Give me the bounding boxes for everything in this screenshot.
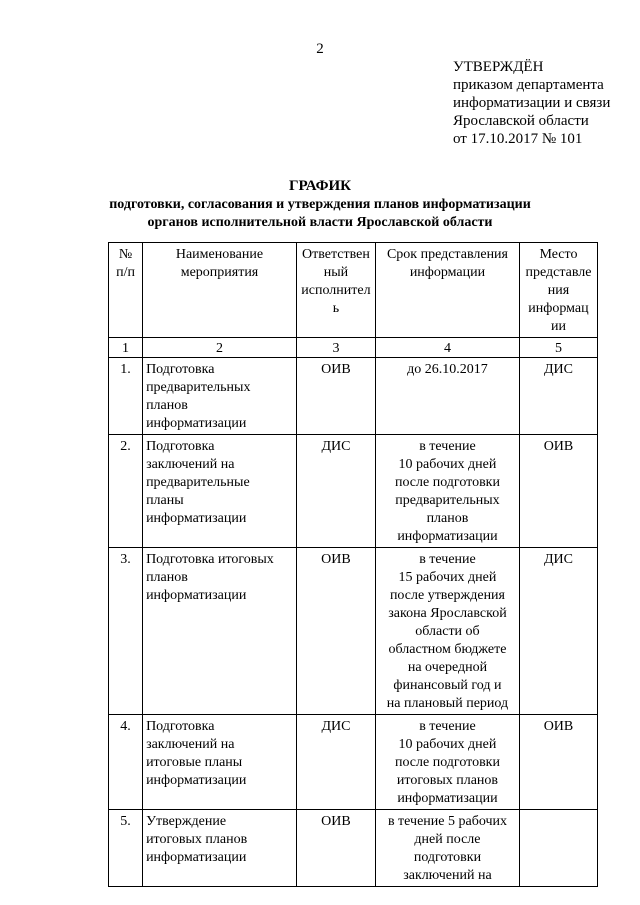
cell-text-line: заключений на [146,457,235,472]
cell-text-line: областном бюджете [388,642,507,657]
approval-line: УТВЕРЖДЁН [453,59,544,75]
cell-text-line: в течение [419,439,476,454]
responsible-cell: ДИС [296,435,375,548]
activity-name-cell [143,435,297,548]
activity-name-cell [143,715,297,810]
deadline-cell [376,548,520,715]
cell-text-line: Подготовка [146,719,215,734]
cell-text-line: Срок представления [386,247,508,262]
approval-line: приказом департамента [453,77,604,93]
cell-text-line: планы [146,493,184,508]
cell-text-line: заключений на [403,868,492,883]
deadline-cell [376,715,520,810]
schedule-table [108,242,598,887]
cell-text-line: Подготовка итоговых [146,552,274,567]
cell-text-line: информатизации [146,416,247,431]
cell-text-line: области об [415,624,480,639]
row-number-cell: 5. [109,810,143,887]
document-title: ГРАФИК [288,178,352,194]
cell-text-line: до 26.10.2017 [407,362,488,377]
cell-text-line: в течение 5 рабочих [387,814,507,829]
approval-line: от 17.10.2017 № 101 [453,131,583,147]
cell-text-line: планов [146,570,188,585]
header-cell-place [519,243,597,338]
cell-text-line: планов [146,398,188,413]
column-number-cell: 1 [109,338,143,358]
row-number-cell: 4. [109,715,143,810]
column-number-cell: 4 [376,338,520,358]
cell-text-line: ный [323,265,349,280]
activity-name-cell [143,810,297,887]
cell-text-line: предварительных [395,493,500,508]
cell-text-line: информатизации [397,529,498,544]
cell-text-line: в течение [419,552,476,567]
cell-text-line: информации [409,265,486,280]
cell-text-line: информатизации [146,850,247,865]
cell-text-line: в течение [419,719,476,734]
table-row [109,358,598,435]
row-number-cell: 1. [109,358,143,435]
row-number-cell: 2. [109,435,143,548]
cell-text-line: ь [332,301,340,316]
row-number-cell: 3. [109,548,143,715]
activity-name-cell [143,358,297,435]
cell-text-line: после утверждения [389,588,505,603]
subtitle-line: органов исполнительной власти Ярославской области [147,215,493,230]
cell-text-line: после подготовки [394,475,500,490]
cell-text-line: информац [528,301,589,316]
cell-text-line: Ответствен [302,247,370,262]
table-row [109,548,598,715]
cell-text-line: исполнител [301,283,371,298]
cell-text-line: итоговых планов [146,832,248,847]
cell-text-line: 15 рабочих дней [398,570,497,585]
cell-text-line: информатизации [146,588,247,603]
cell-text-line: п/п [116,265,135,280]
place-cell: ДИС [519,548,597,715]
table-row [109,810,598,887]
cell-text-line: после подготовки [394,755,500,770]
place-cell: ОИВ [519,715,597,810]
cell-text-line: заключений на [146,737,235,752]
cell-text-line: итоговые планы [146,755,243,770]
cell-text-line: Место [539,247,578,262]
cell-text-line: информатизации [146,773,247,788]
deadline-cell [376,435,520,548]
cell-text-line: Подготовка [146,362,215,377]
cell-text-line: мероприятия [180,265,259,280]
cell-text-line: 10 рабочих дней [398,737,497,752]
responsible-cell: ДИС [296,715,375,810]
table-header-row [109,243,598,338]
cell-text-line: ния [547,283,570,298]
cell-text-line: дней после [414,832,481,847]
cell-text-line: на очередной [407,660,488,675]
cell-text-line: Подготовка [146,439,215,454]
cell-text-line: 10 рабочих дней [398,457,497,472]
place-cell [519,810,597,887]
cell-text-line: на плановый период [386,696,509,711]
approval-stamp [453,58,638,148]
cell-text-line: ии [550,319,566,334]
approval-line: информатизации и связи [453,95,611,111]
place-cell: ОИВ [519,435,597,548]
document-subtitle [0,196,640,232]
activity-name-cell [143,548,297,715]
column-number-cell: 3 [296,338,375,358]
approval-line: Ярославской области [453,113,589,129]
cell-text-line: Утверждение [146,814,227,829]
header-cell-responsible [296,243,375,338]
cell-text-line: информатизации [397,791,498,806]
column-number-cell: 5 [519,338,597,358]
table-row [109,715,598,810]
cell-text-line: № [118,247,133,262]
cell-text-line: закона Ярославской [388,606,507,621]
header-cell-number [109,243,143,338]
cell-text-line: планов [426,511,469,526]
cell-text-line: Наименование [175,247,264,262]
column-number-cell: 2 [143,338,297,358]
responsible-cell: ОИВ [296,810,375,887]
responsible-cell: ОИВ [296,548,375,715]
header-cell-name [143,243,297,338]
cell-text-line: итоговых планов [396,773,499,788]
deadline-cell [376,358,520,435]
deadline-cell [376,810,520,887]
column-numbers-row [109,338,598,358]
cell-text-line: предварительных [146,380,251,395]
place-cell: ДИС [519,358,597,435]
page-number: 2 [316,41,324,57]
cell-text-line: информатизации [146,511,247,526]
table-row [109,435,598,548]
header-cell-deadline [376,243,520,338]
subtitle-line: подготовки, согласования и утверждения планов информатизации [109,197,531,212]
cell-text-line: представле [525,265,592,280]
responsible-cell: ОИВ [296,358,375,435]
cell-text-line: финансовый год и [393,678,502,693]
cell-text-line: предварительные [146,475,250,490]
cell-text-line: подготовки [413,850,482,865]
